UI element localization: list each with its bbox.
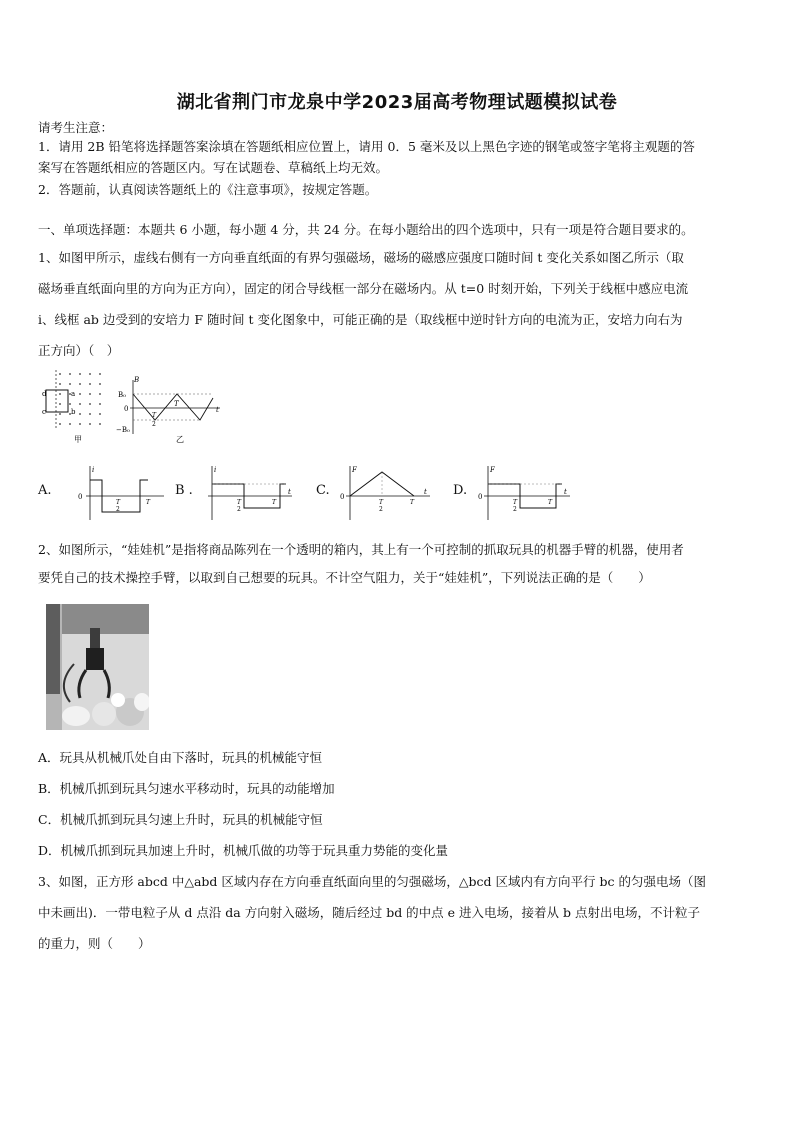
tick-thalf-den: 2 bbox=[379, 506, 383, 513]
wire-frame bbox=[46, 390, 68, 412]
q1-line-1: 1、如图甲所示，虚线右侧有一方向垂直纸面的有界匀强磁场，磁场的磁感应强度口随时间 t 变化关系如图乙所示（取 bbox=[38, 250, 684, 265]
q1-figure bbox=[38, 368, 228, 446]
q1-option-a-label[interactable]: A. bbox=[38, 483, 52, 498]
axis-f-label: F bbox=[490, 466, 495, 474]
section-heading: 一、单项选择题：本题共 6 小题，每小题 4 分，共 24 分。在每小题给出的四个选项中，只有一项是符合题目要求的。 bbox=[38, 222, 694, 237]
fig-jia-label: 甲 bbox=[74, 435, 82, 444]
q3-line-1: 3、如图，正方形 abcd 中△abd 区域内存在方向垂直纸面向里的匀强磁场，△bcd 区域内有方向平行 bc 的匀强电场（图 bbox=[38, 874, 706, 889]
axis-zero: 0 bbox=[340, 493, 345, 501]
q1-option-d-graph[interactable] bbox=[478, 462, 578, 524]
graph-b0: B₀ bbox=[118, 391, 126, 399]
q2-line-2: 要凭自己的技术操控手臂，以取到自己想要的玩具。不计空气阻力，关于“娃娃机”，下列说法正确的是（ ） bbox=[38, 570, 651, 585]
notice-item-1: 1．请用 2B 铅笔将选择题答案涂填在答题纸相应位置上，请用 0．5 毫米及以上黑色字迹的钢笔或签字笔将主观题的答 bbox=[38, 139, 695, 154]
graph-axis-b: B bbox=[134, 376, 140, 384]
tick-t-period: T bbox=[548, 499, 553, 506]
q2-line-1: 2、如图所示，“娃娃机”是指将商品陈列在一个透明的箱内，其上有一个可控制的抓取玩具的机器手臂的机器，使用者 bbox=[38, 542, 684, 557]
axis-zero: 0 bbox=[78, 493, 83, 501]
q1-option-c-label[interactable]: C. bbox=[316, 483, 330, 498]
graph-thalf-den: 2 bbox=[152, 421, 156, 428]
graph-thalf-num: T bbox=[152, 412, 157, 419]
label-d: d bbox=[42, 390, 47, 398]
axis-f-label: F bbox=[352, 466, 357, 474]
q1-option-b-label[interactable]: B . bbox=[175, 483, 193, 498]
tick-t-axis: t bbox=[288, 488, 291, 496]
tick-t-period: T bbox=[272, 499, 277, 506]
q2-option-a[interactable]: A．玩具从机械爪处自由下落时，玩具的机械能守恒 bbox=[38, 750, 323, 765]
tick-thalf-num: T bbox=[116, 499, 121, 506]
tick-thalf-num: T bbox=[513, 499, 518, 506]
magnetic-field-dots bbox=[59, 373, 101, 425]
q2-option-c[interactable]: C．机械爪抓到玩具匀速上升时，玩具的机械能守恒 bbox=[38, 812, 323, 827]
q1-line-3: i、线框 ab 边受到的安培力 F 随时间 t 变化图象中，可能正确的是（取线框中逆时针方向的电流为正，安培力向右为 bbox=[38, 312, 683, 327]
axis-i-label: i bbox=[92, 466, 95, 474]
q1-option-b-graph[interactable] bbox=[202, 462, 302, 524]
label-a: a bbox=[71, 390, 76, 398]
graph-zero: 0 bbox=[124, 405, 129, 413]
label-c: c bbox=[42, 408, 46, 416]
q3-line-2: 中未画出)．一带电粒子从 d 点沿 da 方向射入磁场，随后经过 bd 的中点 e 进入电场，接着从 b 点射出电场，不计粒子 bbox=[38, 905, 700, 920]
label-b: b bbox=[71, 408, 76, 416]
notice-heading: 请考生注意： bbox=[38, 120, 114, 135]
tick-t-period: T bbox=[146, 499, 151, 506]
q1-option-c-graph[interactable] bbox=[338, 462, 438, 524]
tick-thalf-den: 2 bbox=[237, 506, 241, 513]
q2-option-d[interactable]: D．机械爪抓到玩具加速上升时，机械爪做的功等于玩具重力势能的变化量 bbox=[38, 843, 449, 858]
graph-t-period: T bbox=[174, 400, 179, 408]
claw-machine-photo bbox=[46, 604, 149, 730]
tick-t-axis: t bbox=[424, 488, 427, 496]
tick-thalf-den: 2 bbox=[116, 506, 120, 513]
b-t-graph bbox=[116, 376, 220, 444]
page-title: 湖北省荆门市龙泉中学2023届高考物理试题模拟试卷 bbox=[176, 92, 618, 113]
notice-item-1-cont: 案写在答题纸相应的答题区内。写在试题卷、草稿纸上均无效。 bbox=[38, 160, 389, 175]
axis-i-label: i bbox=[214, 466, 217, 474]
tick-thalf-num: T bbox=[237, 499, 242, 506]
q2-option-b[interactable]: B．机械爪抓到玩具匀速水平移动时，玩具的动能增加 bbox=[38, 781, 335, 796]
tick-thalf-den: 2 bbox=[513, 506, 517, 513]
graph-neg-b0: −B₀ bbox=[116, 426, 130, 434]
graph-t-axis: t bbox=[216, 406, 219, 414]
tick-thalf-num: T bbox=[379, 499, 384, 506]
q1-line-4: 正方向）（ ） bbox=[38, 343, 120, 358]
q1-option-a-graph[interactable] bbox=[72, 462, 172, 524]
fig-yi-label: 乙 bbox=[176, 435, 184, 444]
tick-t-axis: t bbox=[564, 488, 567, 496]
q3-line-3: 的重力，则（ ） bbox=[38, 936, 151, 951]
q1-option-d-label[interactable]: D. bbox=[453, 483, 468, 498]
q1-line-2: 磁场垂直纸面向里的方向为正方向），固定的闭合导线框一部分在磁场内。从 t=0 时刻开始，下列关于线框中感应电流 bbox=[38, 281, 689, 296]
tick-t-period: T bbox=[410, 499, 415, 506]
axis-zero: 0 bbox=[478, 493, 483, 501]
notice-item-2: 2．答题前，认真阅读答题纸上的《注意事项》，按规定答题。 bbox=[38, 182, 378, 197]
